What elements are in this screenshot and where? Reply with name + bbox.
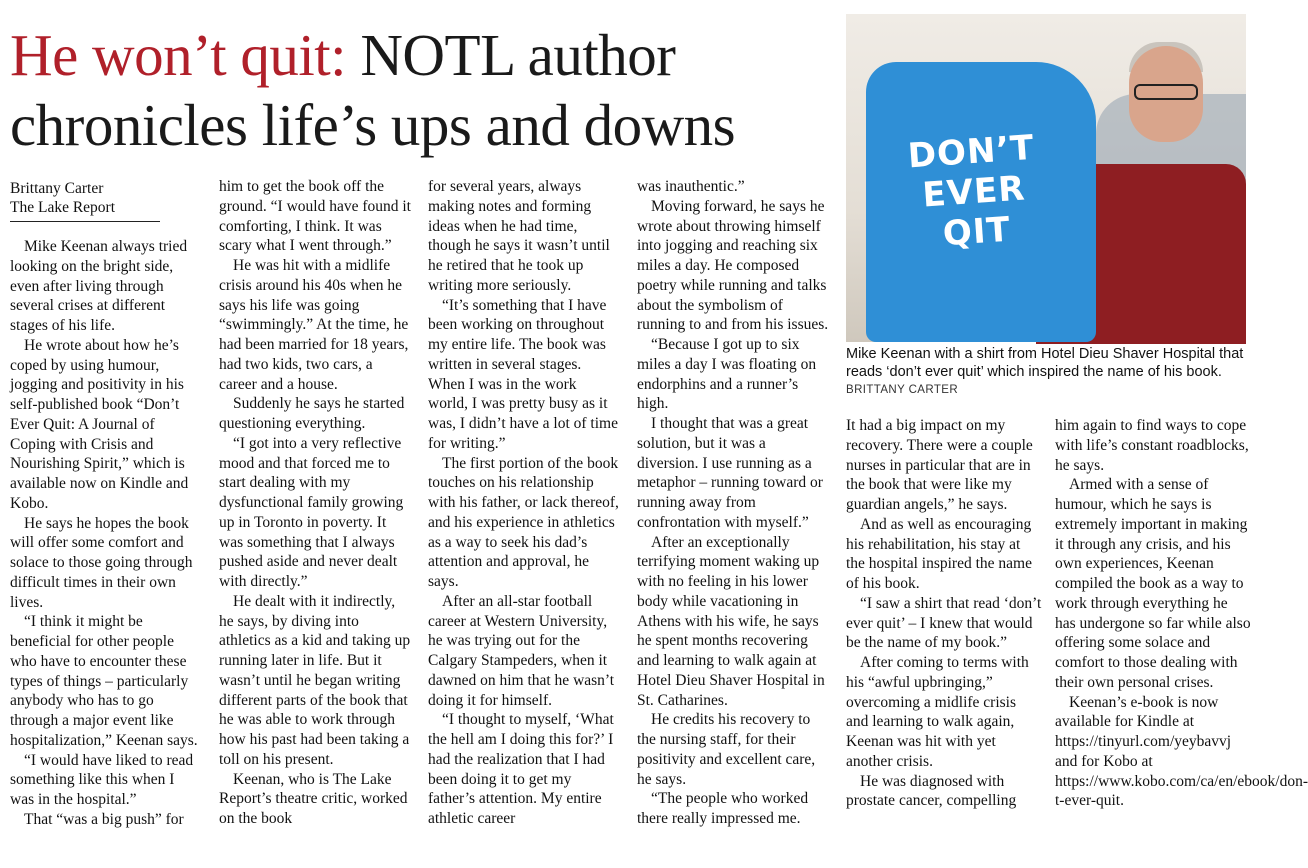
paragraph: Armed with a sense of humour, which he says is extremely important in making it through any crisis, and his own experiences, Keenan compiled the book as a way to work through everything he has undergone so far while also offering some solace and comfort to those dealing with their own personal crises. — [1055, 476, 1251, 691]
paragraph: Keenan, who is The Lake Report’s theatre critic, worked on the book — [219, 770, 408, 827]
photo-credit: BRITTANY CARTER — [846, 384, 959, 396]
paragraph: “I got into a very reflective mood and that forced me to start dealing with my dysfunctional family growing up in Toronto in poverty. It was something that I always pushed aside and never dealt with directly.” — [219, 434, 404, 590]
paragraph: Moving forward, he says he wrote about throwing himself into jogging and reaching six miles a day. He composed poetry while running and talks about the symbolism of running to and from his issues. — [637, 197, 829, 334]
photo-person-glasses — [1134, 84, 1198, 100]
paragraph: And as well as encouraging his rehabilitation, his stay at the hospital inspired the name of his book. — [846, 515, 1032, 592]
article-column-3 — [428, 177, 620, 829]
article-column-4 — [637, 177, 829, 829]
paragraph: “I think it might be beneficial for other people who have to encounter these types of things – particularly anybody who has to go through a major event like hospitalization,” Keenan says. — [10, 613, 198, 749]
paragraph: Suddenly he says he started questioning everything. — [219, 395, 405, 432]
paragraph: He wrote about how he’s coped by using humour, jogging and positivity in his self-published book “Don’t Ever Quit: A Journal of Coping with Crisis and Nourishing Spirit,” which is available now on Kindle and Kobo. — [10, 336, 189, 512]
byline — [10, 179, 160, 222]
byline-outlet: The Lake Report — [10, 199, 116, 216]
paragraph: I thought that was a great solution, but it was a diversion. I use running as a metaphor – running toward or running away from confrontation with myself.” — [637, 415, 823, 531]
paragraph: He credits his recovery to the nursing staff, for their positivity and excellent care, he says. — [637, 711, 816, 788]
paragraph: for several years, always making notes and forming ideas when he had time, though he says it wasn’t until he retired that he took up writing more seriously. — [428, 178, 610, 294]
paragraph: He dealt with it indirectly, he says, by diving into athletics as a kid and taking up running later in life. But it wasn’t until he began writing different parts of the book that he was able to work through how his past had been taking a toll on his present. — [219, 592, 411, 768]
paragraph: After coming to terms with his “awful upbringing,” overcoming a midlife crisis and learning to walk again, Keenan was hit with yet another crisis. — [846, 654, 1029, 770]
paragraph: “I would have liked to read something like this when I was in the hospital.” — [10, 751, 194, 808]
paragraph: “Because I got up to six miles a day I was floating on endorphins and a runner’s high. — [637, 336, 817, 413]
article-column-6 — [1055, 416, 1308, 811]
caption-text: Mike Keenan with a shirt from Hotel Dieu Shaver Hospital that reads ‘don’t ever quit’ which inspired the name of his book. — [846, 346, 1244, 380]
byline-author: Brittany Carter — [10, 180, 104, 197]
paragraph: him to get the book off the ground. “I would have found it comforting, I think. It was scary what I went through.” — [219, 178, 411, 255]
paragraph: He was diagnosed with prostate cancer, compelling — [846, 772, 1017, 810]
headline-main: NOTL author chronicles life’s ups and downs — [10, 22, 736, 158]
photo-shirt-text: DON’T EVER QIT — [906, 127, 1036, 255]
article-column-2 — [219, 177, 411, 829]
paragraph: “I thought to myself, ‘What the hell am I doing this for?’ I had the realization that I had been doing it to get my father’s attention. My entire athletic career — [428, 711, 614, 827]
article-photo — [846, 14, 1246, 342]
article-column-5 — [846, 416, 1042, 811]
paragraph: He says he hopes the book will offer some comfort and solace to those going through difficult times in their own lives. — [10, 514, 193, 611]
headline-kicker: He won’t quit: — [10, 22, 347, 88]
paragraph: was inauthentic.” — [637, 178, 745, 195]
paragraph: “The people who worked there really impressed me. — [637, 790, 809, 827]
paragraph: He was hit with a midlife crisis around his 40s when he says his life was going “swimmingly.” At the time, he had been married for 18 years, had two kids, two cars, a career and a house. — [219, 257, 409, 393]
article-column-1 — [10, 237, 202, 830]
photo-caption — [846, 346, 1246, 400]
paragraph: After an exceptionally terrifying moment waking up with no feeling in his lower body while vacationing in Athens with his wife, he says he spent months recovering and learning to walk again at Hotel Dieu Shaver Hospital in St. Catharines. — [637, 533, 825, 709]
paragraph: After an all-star football career at Western University, he was trying out for the Calgary Stampeders, when it dawned on him that he wasn’t doing it for himself. — [428, 592, 615, 709]
paragraph: “I saw a shirt that read ‘don’t ever quit’ – I knew that would be the name of my book.” — [846, 594, 1042, 652]
paragraph: Mike Keenan always tried looking on the bright side, even after living through several crises at different stages of his life. — [10, 238, 188, 334]
paragraph: him again to find ways to cope with life’s constant roadblocks, he says. — [1055, 417, 1249, 474]
paragraph: The first portion of the book touches on his relationship with his father, or lack thereof, and his experience in athletics as a way to seek his dad’s attention and approval, he says. — [428, 454, 619, 590]
paragraph: “It’s something that I have been working on throughout my entire life. The book was written in several stages. When I was in the work world, I was pretty busy as it was, I didn’t have a lot of time for writing.” — [428, 296, 618, 452]
headline — [10, 20, 840, 160]
paragraph: Keenan’s e-book is now available for Kindle at https://tinyurl.com/yeybavvj and for Kobo at https://www.kobo.com/ca/en/ebook/don-t-ever-quit. — [1055, 693, 1308, 810]
paragraph: It had a big impact on my recovery. There were a couple nurses in particular that are in the book that were like my guardian angels,” he says. — [846, 417, 1033, 513]
paragraph: That “was a big push” for — [24, 810, 184, 828]
